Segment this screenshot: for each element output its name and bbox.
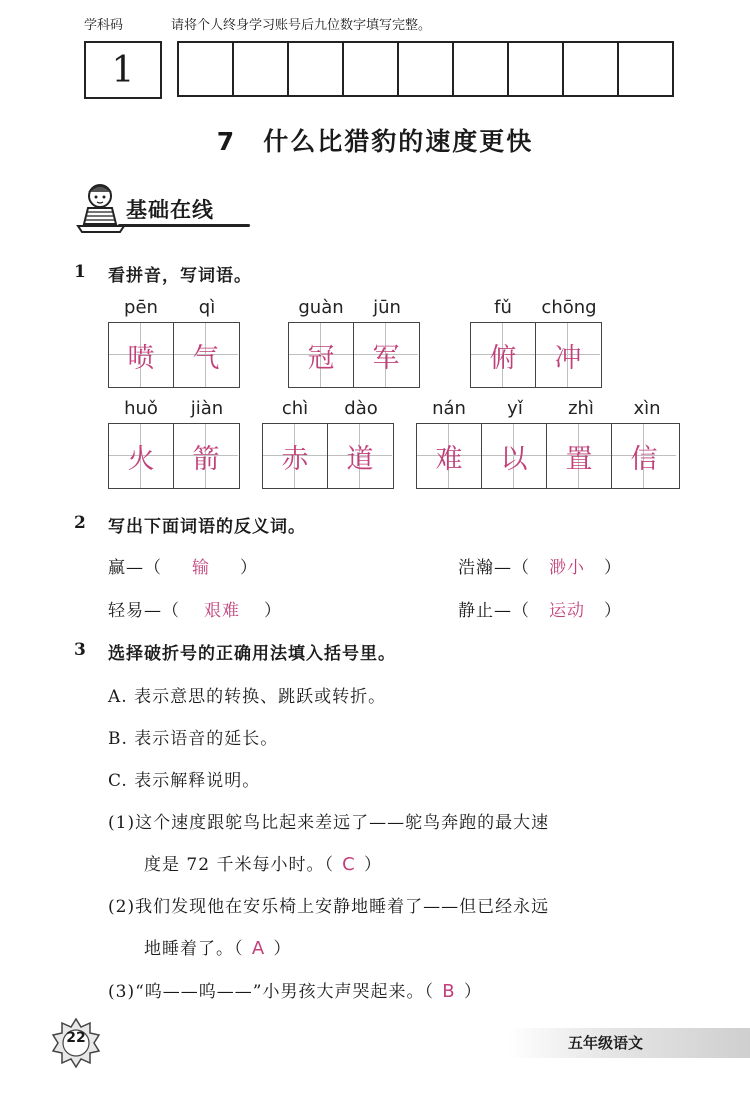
writing-grid (108, 423, 240, 489)
question-1-prompt: 看拼音，写词语。 (108, 266, 252, 286)
lesson-title: 7 什么比猎豹的速度更快 (216, 127, 534, 156)
question-1-number: 1 (74, 262, 86, 282)
q3-close-paren: ） (363, 855, 382, 875)
antonym-word: 轻易—（ (108, 601, 180, 621)
q3-item-text: 地睡着了。（ (144, 939, 244, 959)
pinyin-label: jiàn (190, 398, 224, 419)
account-digit-box[interactable] (344, 43, 399, 97)
pinyin-label: xìn (633, 398, 661, 419)
answer-char-cell: 道 (328, 424, 392, 488)
page-number: 22 (66, 1030, 86, 1046)
antonym-item (458, 553, 622, 578)
antonym-word: 浩瀚—（ (458, 558, 530, 578)
account-digit-box[interactable] (399, 43, 454, 97)
q3-item-2-line2 (144, 934, 292, 959)
pinyin-group-1 (108, 297, 240, 388)
antonym-word: 赢—（ (108, 558, 162, 578)
pinyin-group-6 (416, 398, 680, 489)
antonym-close-paren: ） (264, 601, 282, 621)
account-digit-box[interactable] (619, 43, 672, 97)
pinyin-label: chì (281, 398, 309, 419)
pinyin-label: nán (432, 398, 466, 419)
writing-grid (470, 322, 602, 388)
antonym-item (108, 596, 282, 621)
page-number-badge (48, 1015, 104, 1071)
section-title: 基础在线 (126, 198, 214, 222)
q3-item-text: 度是 72 千米每小时。（ (144, 855, 334, 875)
q3-item-1-line1: (1)这个速度跟鸵鸟比起来差远了——鸵鸟奔跑的最大速 (108, 813, 550, 833)
antonym-answer: 输 (192, 558, 210, 578)
writing-grid (262, 423, 394, 489)
answer-char-cell: 难 (417, 424, 482, 488)
account-digit-box[interactable] (179, 43, 234, 97)
section-header (74, 186, 244, 236)
pinyin-label: dào (344, 398, 378, 419)
antonym-close-paren: ） (604, 558, 622, 578)
account-digit-boxes[interactable] (177, 41, 674, 97)
answer-char-cell: 俯 (471, 323, 536, 387)
answer-char-cell: 赤 (263, 424, 328, 488)
answer-char-cell: 军 (354, 323, 418, 387)
account-digit-box[interactable] (509, 43, 564, 97)
question-3-number: 3 (74, 640, 86, 660)
antonym-item (458, 596, 622, 621)
pinyin-group-2 (288, 297, 420, 388)
answer-char-cell: 喷 (109, 323, 174, 387)
pinyin-label: guàn (298, 297, 344, 318)
writing-grid (108, 322, 240, 388)
answer-char-cell: 气 (174, 323, 238, 387)
pinyin-label: chōng (541, 297, 597, 318)
answer-char-cell: 火 (109, 424, 174, 488)
code-entry-row (84, 41, 674, 97)
subject-code-box: 1 (84, 41, 162, 99)
antonym-item (108, 553, 258, 578)
q3-close-paren: ） (463, 982, 482, 1002)
question-3-prompt: 选择破折号的正确用法填入括号里。 (108, 644, 396, 664)
account-digit-box[interactable] (234, 43, 289, 97)
antonym-answer: 艰难 (204, 601, 240, 621)
q3-item-2-line1: (2)我们发现他在安乐椅上安静地睡着了——但已经永远 (108, 897, 550, 917)
pinyin-label: huǒ (124, 398, 158, 419)
option-a: A. 表示意思的转换、跳跃或转折。 (108, 687, 387, 707)
account-instruction: 请将个人终身学习账号后九位数字填写完整。 (171, 18, 432, 33)
pinyin-label: zhì (568, 398, 594, 419)
writing-grid (416, 423, 680, 489)
antonym-close-paren: ） (604, 601, 622, 621)
answer-char-cell: 箭 (174, 424, 238, 488)
pinyin-group-4 (108, 398, 240, 489)
q3-item-text: (3)“呜——呜——”小男孩大声哭起来。（ (108, 982, 434, 1002)
pinyin-group-3 (470, 297, 602, 388)
account-digit-box[interactable] (564, 43, 619, 97)
account-digit-box[interactable] (289, 43, 344, 97)
section-title-underline (118, 224, 250, 227)
q3-answer: C (342, 854, 356, 875)
account-digit-box[interactable] (454, 43, 509, 97)
pinyin-label: qì (198, 297, 216, 318)
q3-item-1-line2 (144, 850, 382, 875)
q3-answer: A (251, 938, 266, 959)
q3-item-3 (108, 977, 482, 1002)
antonym-word: 静止—（ (458, 601, 530, 621)
q3-close-paren: ） (273, 939, 292, 959)
answer-char-cell: 置 (547, 424, 612, 488)
option-b: B. 表示语音的延长。 (108, 729, 279, 749)
pinyin-label: jūn (373, 297, 401, 318)
answer-char-cell: 冲 (536, 323, 600, 387)
antonym-close-paren: ） (240, 558, 258, 578)
grade-subject: 五年级语文 (568, 1034, 644, 1052)
pinyin-group-5 (262, 398, 394, 489)
pinyin-label: pēn (124, 297, 158, 318)
question-2-number: 2 (74, 513, 86, 533)
answer-char-cell: 冠 (289, 323, 354, 387)
pinyin-label: fǔ (494, 297, 512, 318)
answer-char-cell: 以 (482, 424, 547, 488)
subject-code-label: 学科码 (84, 18, 124, 33)
pinyin-label: yǐ (507, 398, 523, 419)
antonym-answer: 运动 (549, 601, 585, 621)
writing-grid (288, 322, 420, 388)
antonym-answer: 渺小 (549, 558, 585, 578)
option-c: C. 表示解释说明。 (108, 771, 261, 791)
answer-char-cell: 信 (612, 424, 676, 488)
question-2-prompt: 写出下面词语的反义词。 (108, 517, 306, 537)
q3-answer: B (442, 981, 456, 1002)
